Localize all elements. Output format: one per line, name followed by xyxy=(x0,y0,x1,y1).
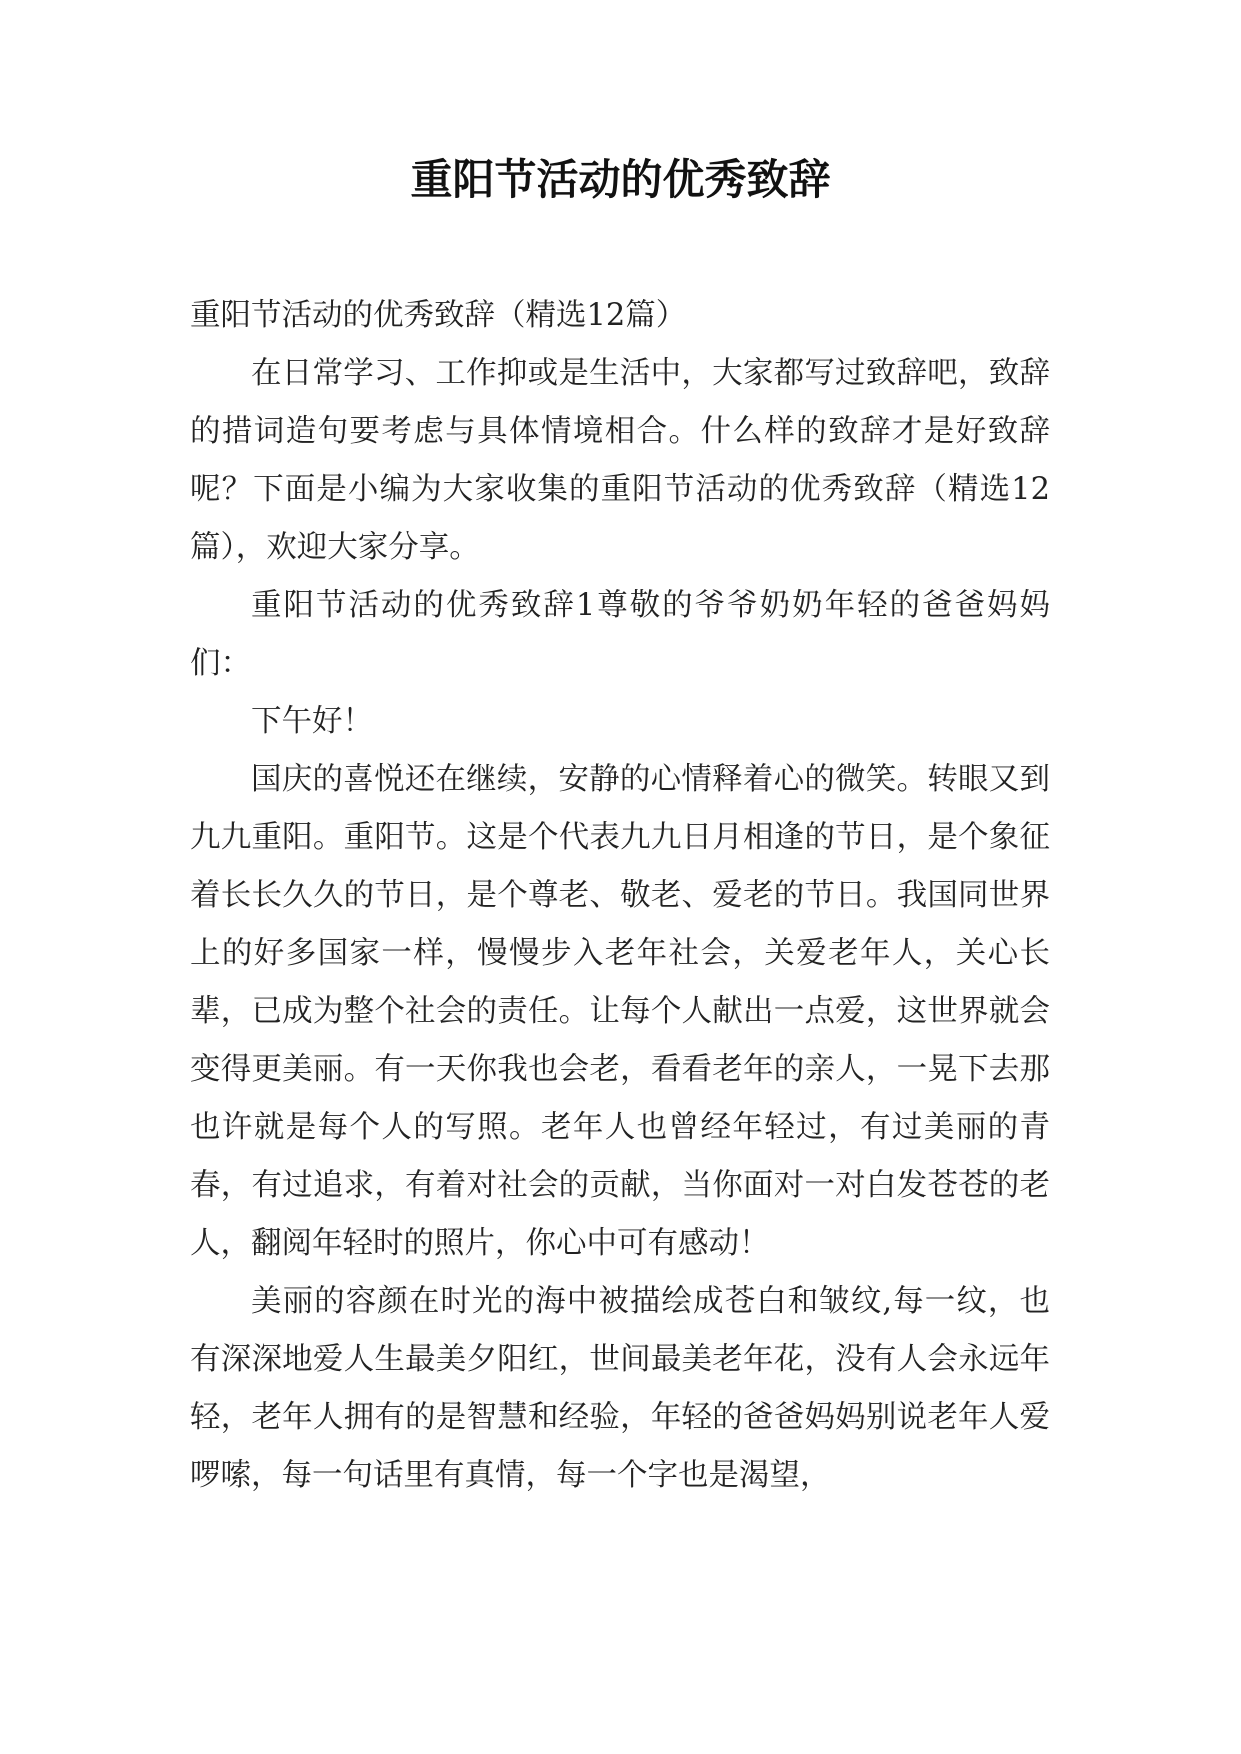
intro-paragraph: 在日常学习、工作抑或是生活中，大家都写过致辞吧，致辞的措词造句要考虑与具体情境相合。什么样的致辞才是好致辞呢？下面是小编为大家收集的重阳节活动的优秀致辞（精选12篇），欢迎大家分享。 xyxy=(190,356,1050,565)
body-paragraph: 美丽的容颜在时光的海中被描绘成苍白和皱纹,每一纹，也有深深地爱人生最美夕阳红，世间最美老年花，没有人会永远年轻，老年人拥有的是智慧和经验，年轻的爸爸妈妈别说老年人爱啰嗦，每一句话里有真情，每一个字也是渴望， xyxy=(190,1284,1050,1493)
body-paragraph: 国庆的喜悦还在继续，安静的心情释着心的微笑。转眼又到九九重阳。重阳节。这是个代表九九日月相逢的节日，是个象征着长长久久的节日，是个尊老、敬老、爱老的节日。我国同世界上的好多国家一样，慢慢步入老年社会，关爱老年人，关心长辈，已成为整个社会的责任。让每个人献出一点爱，这世界就会变得更美丽。有一天你我也会老，看看老年的亲人，一晃下去那也许就是每个人的写照。老年人也曾经年轻过，有过美丽的青春，有过追求，有着对社会的贡献，当你面对一对白发苍苍的老人，翻阅年轻时的照片，你心中可有感动！ xyxy=(190,762,1050,1261)
document-body xyxy=(190,287,1050,1505)
greeting-heading-paragraph: 重阳节活动的优秀致辞1尊敬的爷爷奶奶年轻的爸爸妈妈们： xyxy=(190,588,1050,681)
subtitle-paragraph: 重阳节活动的优秀致辞（精选12篇） xyxy=(190,298,687,333)
document-title: 重阳节活动的优秀致辞 xyxy=(410,155,831,204)
greeting-paragraph: 下午好！ xyxy=(251,704,373,739)
